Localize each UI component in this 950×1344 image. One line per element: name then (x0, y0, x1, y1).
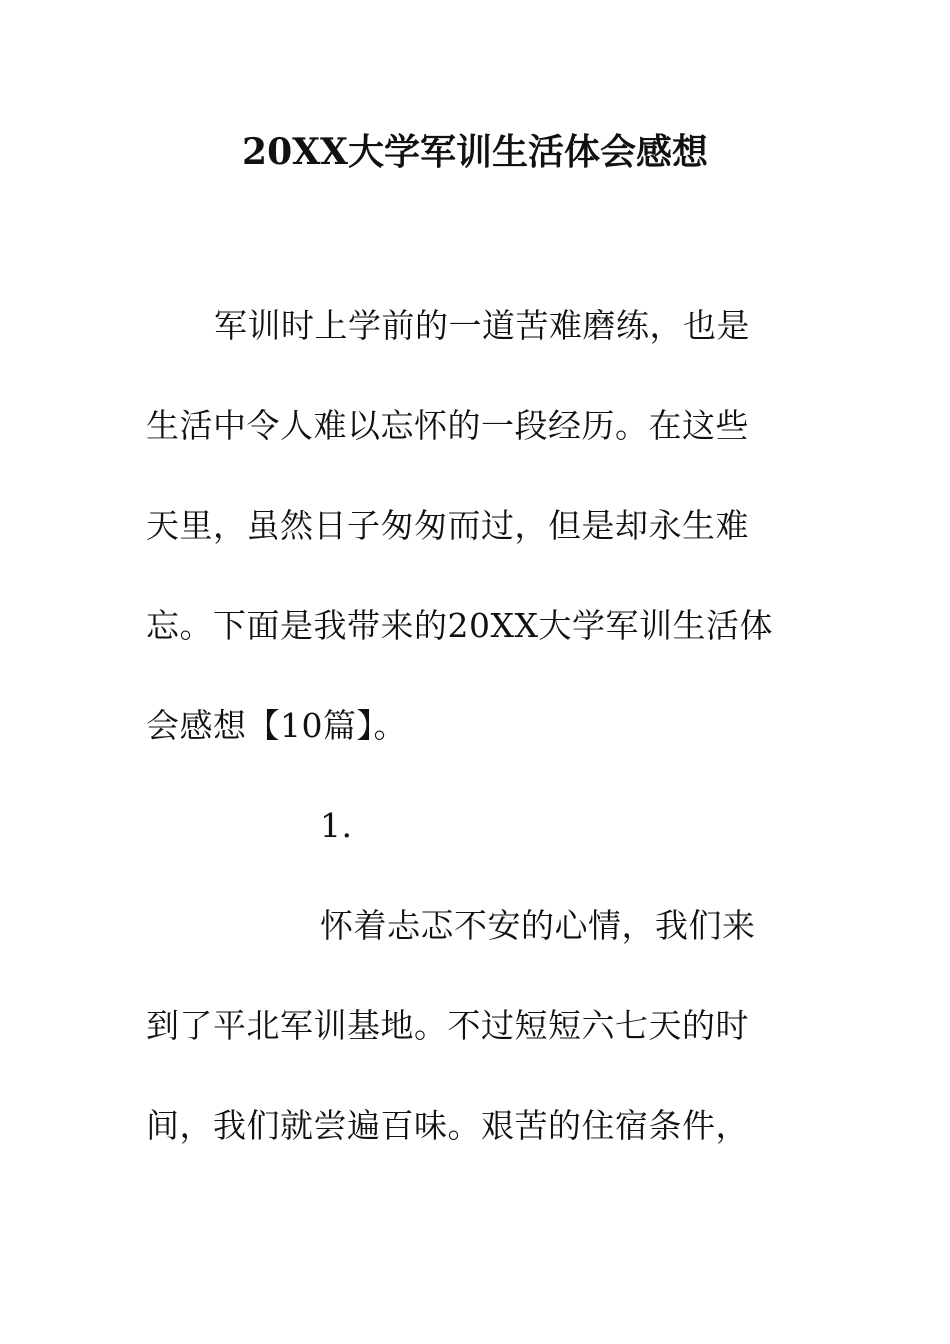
paragraph-line: 怀着忐忑不安的心情，我们来 (320, 906, 756, 945)
paragraph-line: 间，我们就尝遍百味。艰苦的住宿条件， (146, 1106, 749, 1145)
paragraph-line: 到了平北军训基地。不过短短六七天的时 (146, 1006, 749, 1045)
section-number: 1. (320, 806, 353, 845)
paragraph-line: 忘。下面是我带来的20XX大学军训生活体 (146, 606, 773, 645)
paragraph-line: 生活中令人难以忘怀的一段经历。在这些 (146, 406, 749, 445)
paragraph-line: 会感想【10篇】。 (146, 706, 407, 745)
document-title: 20XX大学军训生活体会感想 (242, 131, 708, 173)
paragraph-line: 军训时上学前的一道苦难磨练，也是 (214, 306, 750, 345)
paragraph-line: 天里，虽然日子匆匆而过，但是却永生难 (146, 506, 749, 545)
